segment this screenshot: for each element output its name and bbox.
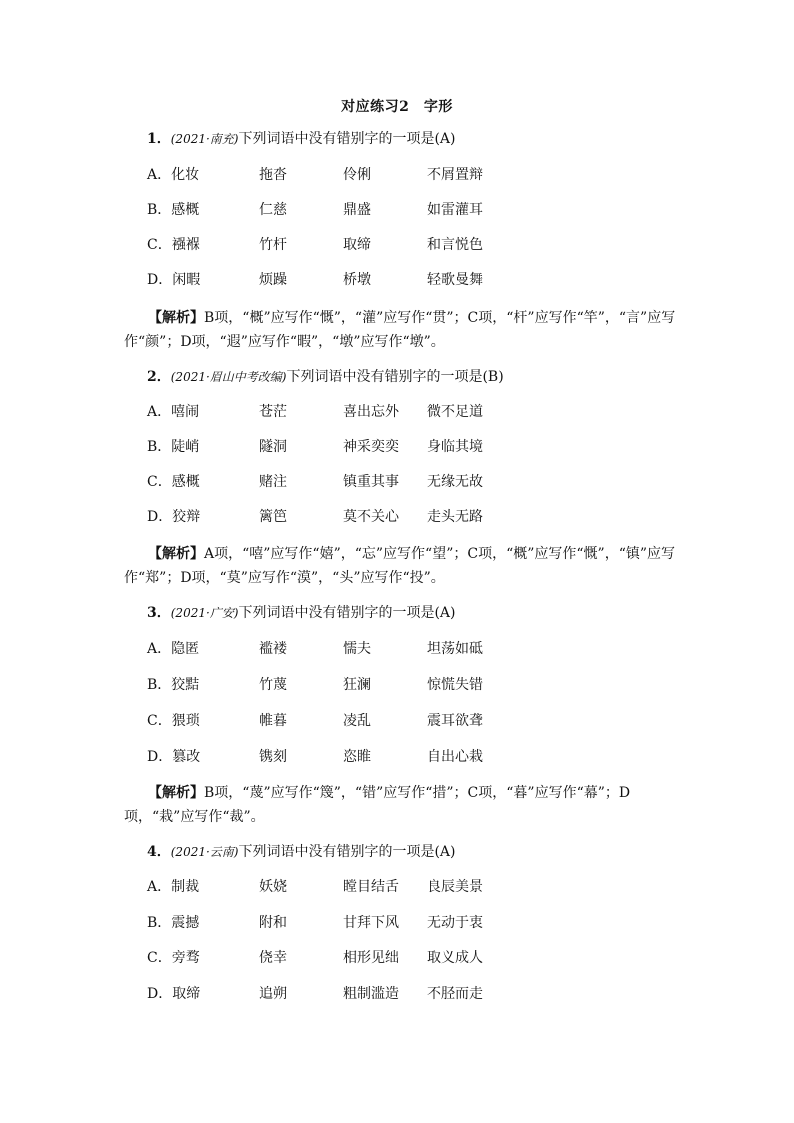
option-cell: 恣睢: [343, 749, 371, 765]
question-number: 1: [147, 131, 157, 147]
option-cell: 和言悦色: [427, 237, 483, 253]
analysis-2: [124, 542, 686, 590]
option-cell: 无缘无故: [427, 474, 483, 490]
option-cell: 狂澜: [343, 677, 371, 693]
analysis-text: A项，“嘻”应写作“嬉”，“忘”应写作“望”；C项，“概”应写作“慨”，“镇”应写作“郑”；D项，“莫”应写作“漠”，“头”应写作“投”。: [124, 546, 676, 586]
question-3-stem: 3．(2021·广安)下列词语中没有错别字的一项是(A): [147, 605, 456, 621]
question-2-stem: 2．(2021·眉山中考改编)下列词语中没有错别字的一项是(B): [147, 369, 504, 385]
option-cell: 震耳欲聋: [427, 713, 483, 729]
option-cell: 懦夫: [343, 641, 371, 657]
option-cell: D．取缔: [147, 986, 201, 1002]
question-number: 2: [147, 369, 157, 385]
option-cell: 鼎盛: [343, 202, 371, 218]
option-cell: 自出心栽: [427, 749, 483, 765]
option-cell: 伶俐: [343, 167, 371, 183]
option-cell: 竹杆: [259, 237, 287, 253]
option-cell: 赌注: [259, 474, 287, 490]
option-cell: D．篡改: [147, 749, 201, 765]
analysis-text: B项，“蔑”应写作“篾”，“错”应写作“措”；C项，“暮”应写作“幕”；D项，“栽”应写作“裁”。: [124, 785, 631, 825]
option-cell: 微不足道: [427, 404, 483, 420]
option-cell: 莫不关心: [343, 509, 399, 525]
option-cell: 镇重其事: [343, 474, 399, 490]
option-cell: C．感概: [147, 474, 200, 490]
analysis-1: [124, 306, 686, 354]
option-cell: 帷暮: [259, 713, 287, 729]
option-cell: 相形见绌: [343, 950, 399, 966]
option-cell: B．震撼: [147, 915, 200, 931]
question-source: (2021·南充): [170, 132, 239, 146]
option-cell: 神采奕奕: [343, 439, 399, 455]
option-cell: C．旁骛: [147, 950, 200, 966]
option-cell: 无动于衷: [427, 915, 483, 931]
question-4-stem: 4．(2021·云南)下列词语中没有错别字的一项是(A): [147, 844, 456, 860]
option-cell: 隧洞: [259, 439, 287, 455]
question-1-stem: 1．(2021·南充)下列词语中没有错别字的一项是(A): [147, 131, 456, 147]
option-cell: 不屑置辩: [427, 167, 483, 183]
question-source: (2021·眉山中考改编): [170, 370, 287, 384]
question-source: (2021·云南): [170, 845, 239, 859]
option-cell: 侥幸: [259, 950, 287, 966]
option-cell: 拖沓: [259, 167, 287, 183]
option-cell: 竹蔑: [259, 677, 287, 693]
option-cell: C．襁褓: [147, 237, 200, 253]
option-cell: 桥墩: [343, 272, 371, 288]
analysis-3: [124, 781, 686, 829]
question-number: 4: [147, 844, 157, 860]
option-cell: 良辰美景: [427, 879, 483, 895]
option-cell: 凌乱: [343, 713, 371, 729]
option-cell: D．狡辩: [147, 509, 201, 525]
option-cell: A．嘻闹: [147, 404, 200, 420]
option-cell: 甘拜下风: [343, 915, 399, 931]
analysis-label: 【解析】: [148, 546, 204, 562]
analysis-label: 【解析】: [148, 310, 204, 326]
option-cell: B．陡峭: [147, 439, 200, 455]
option-cell: 苍茫: [259, 404, 287, 420]
question-text: 下列词语中没有错别字的一项是(A): [238, 844, 456, 860]
option-cell: 身临其境: [427, 439, 483, 455]
option-cell: B．感概: [147, 202, 200, 218]
option-cell: D．闲暇: [147, 272, 201, 288]
option-cell: 坦荡如砥: [427, 641, 483, 657]
option-cell: 粗制滥造: [343, 986, 399, 1002]
option-cell: 仁慈: [259, 202, 287, 218]
analysis-text: B项，“概”应写作“慨”，“灌”应写作“贯”；C项，“杆”应写作“竿”，“言”应写作“颜”；D项，“遐”应写作“暇”，“墩”应写作“墩”。: [124, 310, 676, 350]
question-text: 下列词语中没有错别字的一项是(A): [238, 131, 456, 147]
question-source: (2021·广安): [170, 606, 239, 620]
option-cell: A．制裁: [147, 879, 200, 895]
option-cell: 篱笆: [259, 509, 287, 525]
question-text: 下列词语中没有错别字的一项是(B): [286, 369, 504, 385]
option-cell: 附和: [259, 915, 287, 931]
option-cell: 追朔: [259, 986, 287, 1002]
option-cell: C．猥琐: [147, 713, 200, 729]
option-cell: 取义成人: [427, 950, 483, 966]
question-text: 下列词语中没有错别字的一项是(A): [238, 605, 456, 621]
option-cell: 褴褛: [259, 641, 287, 657]
option-cell: 如雷灌耳: [427, 202, 483, 218]
analysis-label: 【解析】: [148, 785, 204, 801]
question-number: 3: [147, 605, 157, 621]
page-title: 对应练习2 字形: [341, 99, 453, 115]
option-cell: 烦躁: [259, 272, 287, 288]
option-cell: 瞠目结舌: [343, 879, 399, 895]
option-cell: 喜出忘外: [343, 404, 399, 420]
option-cell: 惊慌失错: [427, 677, 483, 693]
option-cell: A．化妆: [147, 167, 200, 183]
option-cell: 走头无路: [427, 509, 483, 525]
option-cell: A．隐匿: [147, 641, 200, 657]
option-cell: B．狡黠: [147, 677, 200, 693]
option-cell: 轻歌曼舞: [427, 272, 483, 288]
option-cell: 取缔: [343, 237, 371, 253]
option-cell: 镌刻: [259, 749, 287, 765]
option-cell: 不胫而走: [427, 986, 483, 1002]
option-cell: 妖娆: [259, 879, 287, 895]
